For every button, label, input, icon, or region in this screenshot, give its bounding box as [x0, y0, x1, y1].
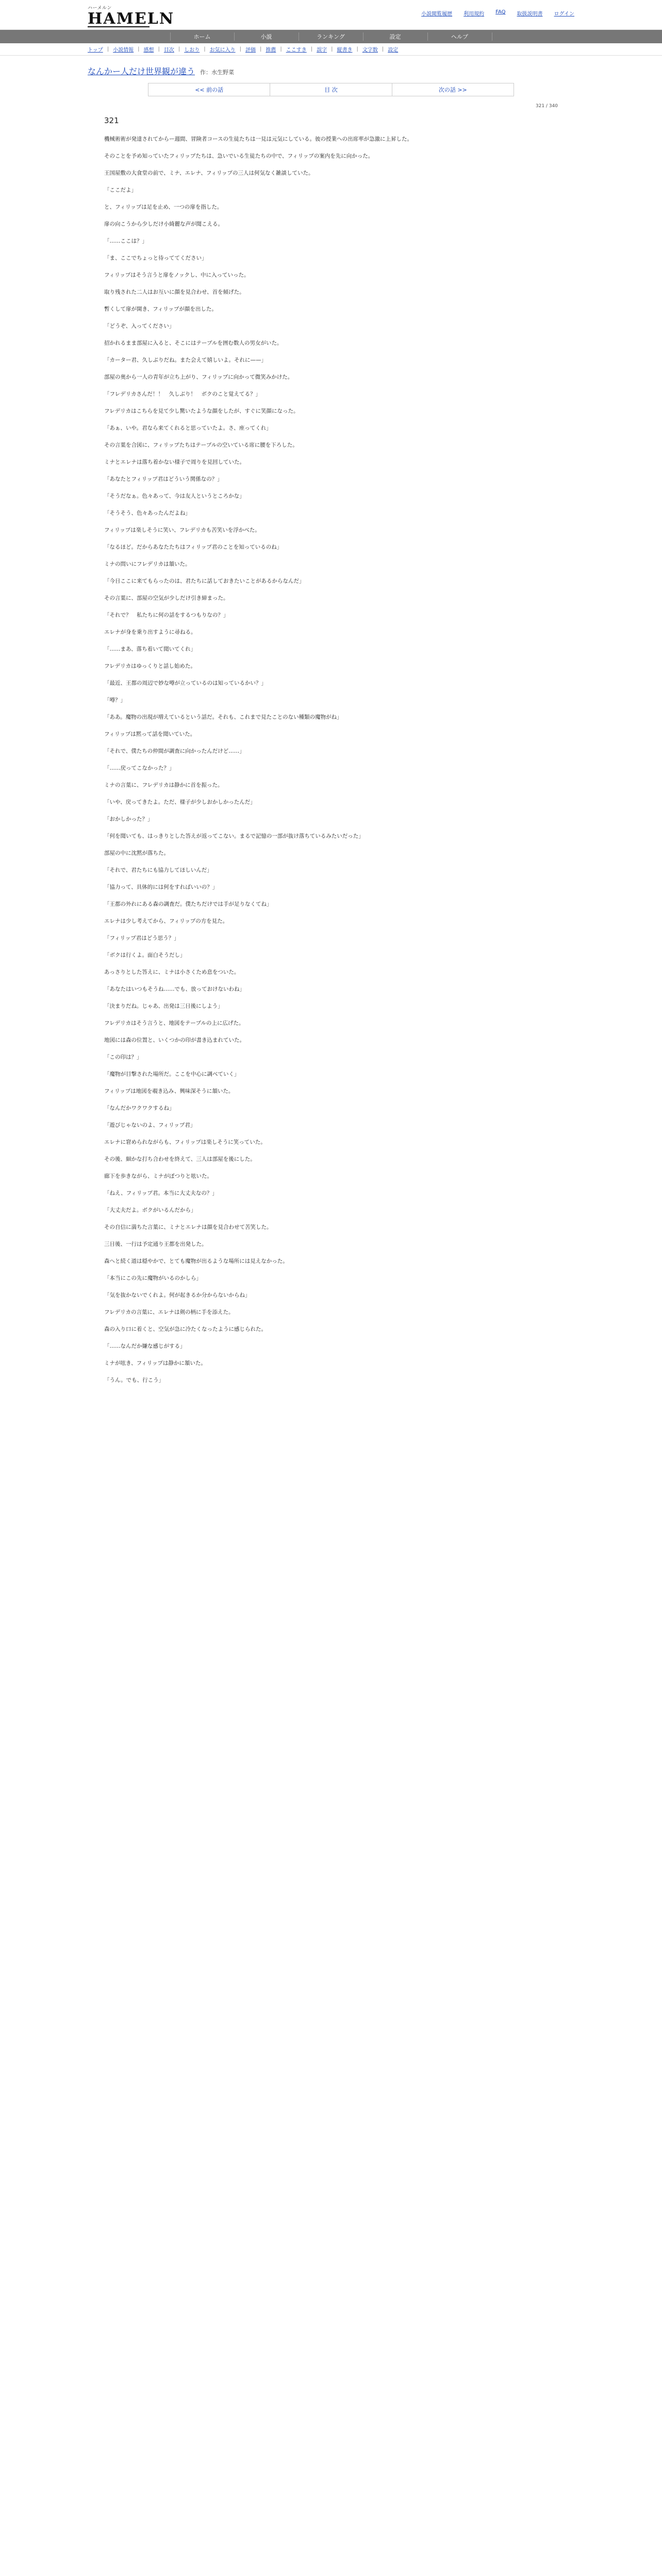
- body-paragraph: 「遊びじゃないのよ、フィリップ君」: [104, 1122, 196, 1128]
- subnav-reviews[interactable]: 感想: [143, 47, 154, 53]
- body-paragraph: 「今日ここに来てもらったのは、君たちに話しておきたいことがあるからなんだ」: [104, 578, 305, 584]
- body-paragraph: 森の入り口に着くと、空気が急に冷たくなったように感じられた。: [104, 1326, 267, 1332]
- body-paragraph: 「……ここは？」: [104, 238, 147, 244]
- subnav-separator: |: [178, 46, 180, 52]
- body-paragraph: フィリップはそう言うと扉をノックし、中に入っていった。: [104, 272, 250, 278]
- logo-subtitle: ハーメルン: [88, 6, 112, 11]
- body-paragraph: 「大丈夫だよ。ボクがいるんだから」: [104, 1207, 196, 1213]
- body-paragraph: あっさりとした答えに、ミナは小さくため息をついた。: [104, 969, 240, 975]
- toplink-terms[interactable]: 利用規約: [464, 11, 485, 17]
- body-paragraph: 「ねえ、フィリップ君。本当に大丈夫なの？」: [104, 1190, 218, 1196]
- body-paragraph: その言葉を合図に、フィリップたちはテーブルの空いている席に腰を下ろした。: [104, 442, 298, 448]
- body-paragraph: 「ま、ここでちょっと待っててください」: [104, 255, 207, 261]
- body-paragraph: 「おかしかった？」: [104, 816, 153, 822]
- body-paragraph: 「本当にこの先に魔物がいるのかしら」: [104, 1275, 202, 1281]
- body-paragraph: 部屋の中に沈黙が落ちた。: [104, 850, 169, 856]
- body-paragraph: 地図には森の位置と、いくつかの印が書き込まれていた。: [104, 1037, 245, 1043]
- body-paragraph: 「フィリップ君はどう思う？」: [104, 935, 179, 941]
- body-paragraph: 「それで？ 私たちに何の話をするつもりなの？」: [104, 612, 229, 618]
- nav-item-novels[interactable]: 小説: [235, 32, 299, 41]
- body-paragraph: 取り残された二人はお互いに顔を見合わせ、首を傾げた。: [104, 289, 245, 295]
- body-paragraph: ミナとエレナは落ち着かない様子で周りを見回していた。: [104, 459, 245, 465]
- subnav-separator: |: [239, 46, 241, 52]
- body-paragraph: その後、細かな打ち合わせを終えて、三人は部屋を後にした。: [104, 1156, 256, 1162]
- body-paragraph: 部屋の奥から一人の青年が立ち上がり、フィリップに向かって微笑みかけた。: [104, 374, 293, 380]
- body-paragraph: 「それで、僕たちの仲間が調査に向かったんだけど……」: [104, 748, 245, 754]
- body-paragraph: 「あなたとフィリップ君はどういう関係なの？」: [104, 476, 223, 482]
- subnav-separator: |: [280, 46, 282, 52]
- body-paragraph: フィリップは黙って話を聞いていた。: [104, 731, 196, 737]
- body-paragraph: エレナが身を乗り出すように尋ねる。: [104, 629, 196, 635]
- body-paragraph: エレナに窘められながらも、フィリップは楽しそうに笑っていた。: [104, 1139, 266, 1145]
- subnav-separator: |: [158, 46, 160, 52]
- body-paragraph: 「うん。でも、行こう」: [104, 1377, 164, 1383]
- nav-item-ranking[interactable]: ランキング: [299, 32, 363, 41]
- body-paragraph: 「あなたはいつもそうね……でも、放っておけないわね」: [104, 986, 245, 992]
- body-paragraph: 「あぁ、いや。君なら来てくれると思っていたよ。さ、座ってくれ」: [104, 425, 272, 431]
- body-paragraph: 「決まりだね。じゃあ、出発は三日後にしよう」: [104, 1003, 223, 1009]
- body-paragraph: 「王都の外れにある森の調査だ。僕たちだけでは手が足りなくてね」: [104, 901, 272, 907]
- subnav-separator: |: [331, 46, 333, 52]
- body-paragraph: 「フレデリカさんだ！！ 久しぶり！ ボクのこと覚えてる？」: [104, 391, 261, 397]
- body-paragraph: 王国屋敷の大食堂の前で、ミナ、エレナ、フィリップの三人は何気なく雑談していた。: [104, 170, 314, 176]
- subnav-toc[interactable]: 目次: [163, 47, 174, 53]
- subnav-separator: |: [310, 46, 313, 52]
- body-paragraph: 「どうぞ、入ってください」: [104, 323, 175, 329]
- body-paragraph: 「カーター君、久しぶりだね。また会えて嬉しいよ。それに——」: [104, 357, 267, 363]
- body-paragraph: 三日後、一行は予定通り王都を出発した。: [104, 1241, 207, 1247]
- subnav-settings[interactable]: 設定: [388, 47, 399, 53]
- body-paragraph: 暫くして扉が開き、フィリップが顔を出した。: [104, 306, 217, 312]
- subnav-separator: |: [259, 46, 262, 52]
- subnav-rate[interactable]: 評価: [245, 47, 256, 53]
- top-links: [421, 9, 574, 17]
- page-indicator: 321 / 340: [535, 104, 558, 109]
- body-paragraph: 廊下を歩きながら、ミナがぽつりと呟いた。: [104, 1173, 212, 1179]
- body-paragraph: と、フィリップは足を止め、一つの扉を指した。: [104, 204, 223, 210]
- logo-text: HAMELN: [88, 10, 175, 28]
- site-logo[interactable]: [88, 4, 175, 28]
- body-paragraph: 「いや、戻ってきたよ。ただ、様子が少しおかしかったんだ」: [104, 799, 256, 805]
- body-paragraph: 「……戻ってこなかった？」: [104, 765, 175, 771]
- body-paragraph: 「協力って、具体的には何をすればいいの？」: [104, 884, 218, 890]
- main-nav: [0, 30, 662, 43]
- subnav-separator: |: [107, 46, 109, 52]
- subnav-separator: |: [382, 46, 384, 52]
- subnav-charcount[interactable]: 文字数: [362, 47, 378, 53]
- subnav-separator: |: [356, 46, 358, 52]
- body-paragraph: 「なるほど。だからあなたたちはフィリップ君のことを知っているのね」: [104, 544, 283, 550]
- body-paragraph: 「気を抜かないでくれよ。何が起きるか分からないからね」: [104, 1292, 251, 1298]
- body-paragraph: フレデリカはそう言うと、地図をテーブルの上に広げた。: [104, 1020, 244, 1026]
- body-paragraph: エレナは少し考えてから、フィリップの方を見た。: [104, 918, 228, 924]
- body-paragraph: その自信に満ちた言葉に、ミナとエレナは顔を見合わせて苦笑した。: [104, 1224, 272, 1230]
- body-paragraph: ミナの問いにフレデリカは頷いた。: [104, 561, 191, 567]
- subnav-vertical[interactable]: 縦書き: [337, 47, 353, 53]
- toc-link[interactable]: 目 次: [270, 83, 392, 96]
- novel-subnav: [0, 43, 662, 56]
- nav-item-home[interactable]: ホーム: [170, 32, 235, 41]
- body-paragraph: 扉の向こうから少しだけ小綺麗な声が聞こえる。: [104, 221, 223, 227]
- subnav-bookmark[interactable]: しおり: [184, 47, 200, 53]
- body-paragraph: 「……まあ、落ち着いて聞いてくれ」: [104, 646, 196, 652]
- body-paragraph: ミナの言葉に、フレデリカは静かに首を振った。: [104, 782, 223, 788]
- subnav-separator: |: [204, 46, 206, 52]
- body-paragraph: 「何を聞いても、はっきりとした答えが返ってこない。まるで記憶の一部が抜け落ちているみたいだった」: [104, 833, 364, 839]
- body-paragraph: その言葉に、部屋の空気が少しだけ引き締まった。: [104, 595, 229, 601]
- site-header: [0, 0, 662, 30]
- novel-title[interactable]: なんかー人だけ世界観が違う: [88, 66, 195, 76]
- body-paragraph: 森へと続く道は穏やかで、とても魔物が出るような場所には見えなかった。: [104, 1258, 288, 1264]
- chapter-title: 321: [104, 116, 119, 125]
- chapter-pager: [148, 83, 514, 96]
- toplink-history[interactable]: 小説閲覧履歴: [421, 11, 453, 17]
- nav-item-settings[interactable]: 設定: [363, 32, 428, 41]
- subnav-info[interactable]: 小説情報: [113, 47, 134, 53]
- body-paragraph: 「そうだなぁ。色々あって、今は友人というところかな」: [104, 493, 245, 499]
- toplink-faq[interactable]: FAQ: [495, 9, 506, 15]
- body-paragraph: フィリップは地図を覗き込み、興味深そうに頷いた。: [104, 1088, 234, 1094]
- body-paragraph: 「なんだかワクワクするね」: [104, 1105, 175, 1111]
- subnav-like[interactable]: ここすき: [286, 47, 307, 53]
- body-paragraph: 「噂？」: [104, 697, 126, 703]
- body-paragraph: フレデリカの言葉に、エレナは剣の柄に手を添えた。: [104, 1309, 234, 1315]
- chapter-body: [104, 134, 558, 1385]
- novel-author: 作：水生野菜: [200, 69, 235, 76]
- subnav-separator: |: [138, 46, 140, 52]
- body-paragraph: フレデリカはゆっくりと話し始めた。: [104, 663, 196, 669]
- novel-title-row: [0, 56, 662, 77]
- subnav-recommend[interactable]: 推薦: [266, 47, 276, 53]
- body-paragraph: そのことを予め知っていたフィリップたちは、急いでいる生徒たちの中で、フィリップの案内を先に向かった。: [104, 153, 374, 159]
- body-paragraph: 「……なんだか嫌な感じがする」: [104, 1343, 186, 1349]
- toplink-manual[interactable]: 取扱説明書: [517, 11, 543, 17]
- body-paragraph: 「それで、君たちにも協力してほしいんだ」: [104, 867, 212, 873]
- body-paragraph: 「ああ。魔物の出現が増えているという話だ。それも、これまで見たことのない種類の魔物がね」: [104, 714, 342, 720]
- toplink-login[interactable]: ログイン: [554, 11, 574, 17]
- next-chapter-link[interactable]: 次の話 >>: [438, 87, 467, 93]
- body-paragraph: 「ボクは行くよ。面白そうだし」: [104, 952, 186, 958]
- body-paragraph: 「魔物が目撃された場所だ。ここを中心に調べていく」: [104, 1071, 240, 1077]
- subnav-top[interactable]: トップ: [88, 47, 103, 53]
- body-paragraph: 「この印は？」: [104, 1054, 142, 1060]
- body-paragraph: 「そうそう、色々あったんだよね」: [104, 510, 191, 516]
- body-paragraph: フレデリカはこちらを見て少し驚いたような顔をしたが、すぐに笑顔になった。: [104, 408, 299, 414]
- body-paragraph: ミナが呟き、フィリップは静かに頷いた。: [104, 1360, 206, 1366]
- prev-chapter-link[interactable]: << 前の話: [148, 83, 270, 96]
- body-paragraph: 機械術術が発達されてからー週間、冒険者コースの生徒たちは一見は元気にしている。彼の授業への出席率が急激に上昇した。: [104, 136, 412, 142]
- subnav-favorite[interactable]: お気に入り: [209, 47, 236, 53]
- body-paragraph: 「ここだよ」: [104, 187, 137, 193]
- body-paragraph: 招かれるまま部屋に入ると、そこにはテーブルを囲む数人の男女がいた。: [104, 340, 283, 346]
- subnav-typo[interactable]: 誤字: [317, 47, 327, 53]
- body-paragraph: フィリップは楽しそうに笑い、フレデリカも苦笑いを浮かべた。: [104, 527, 260, 533]
- body-paragraph: 「最近、王都の周辺で妙な噂が立っているのは知っているかい？」: [104, 680, 267, 686]
- nav-item-help[interactable]: ヘルプ: [428, 32, 492, 41]
